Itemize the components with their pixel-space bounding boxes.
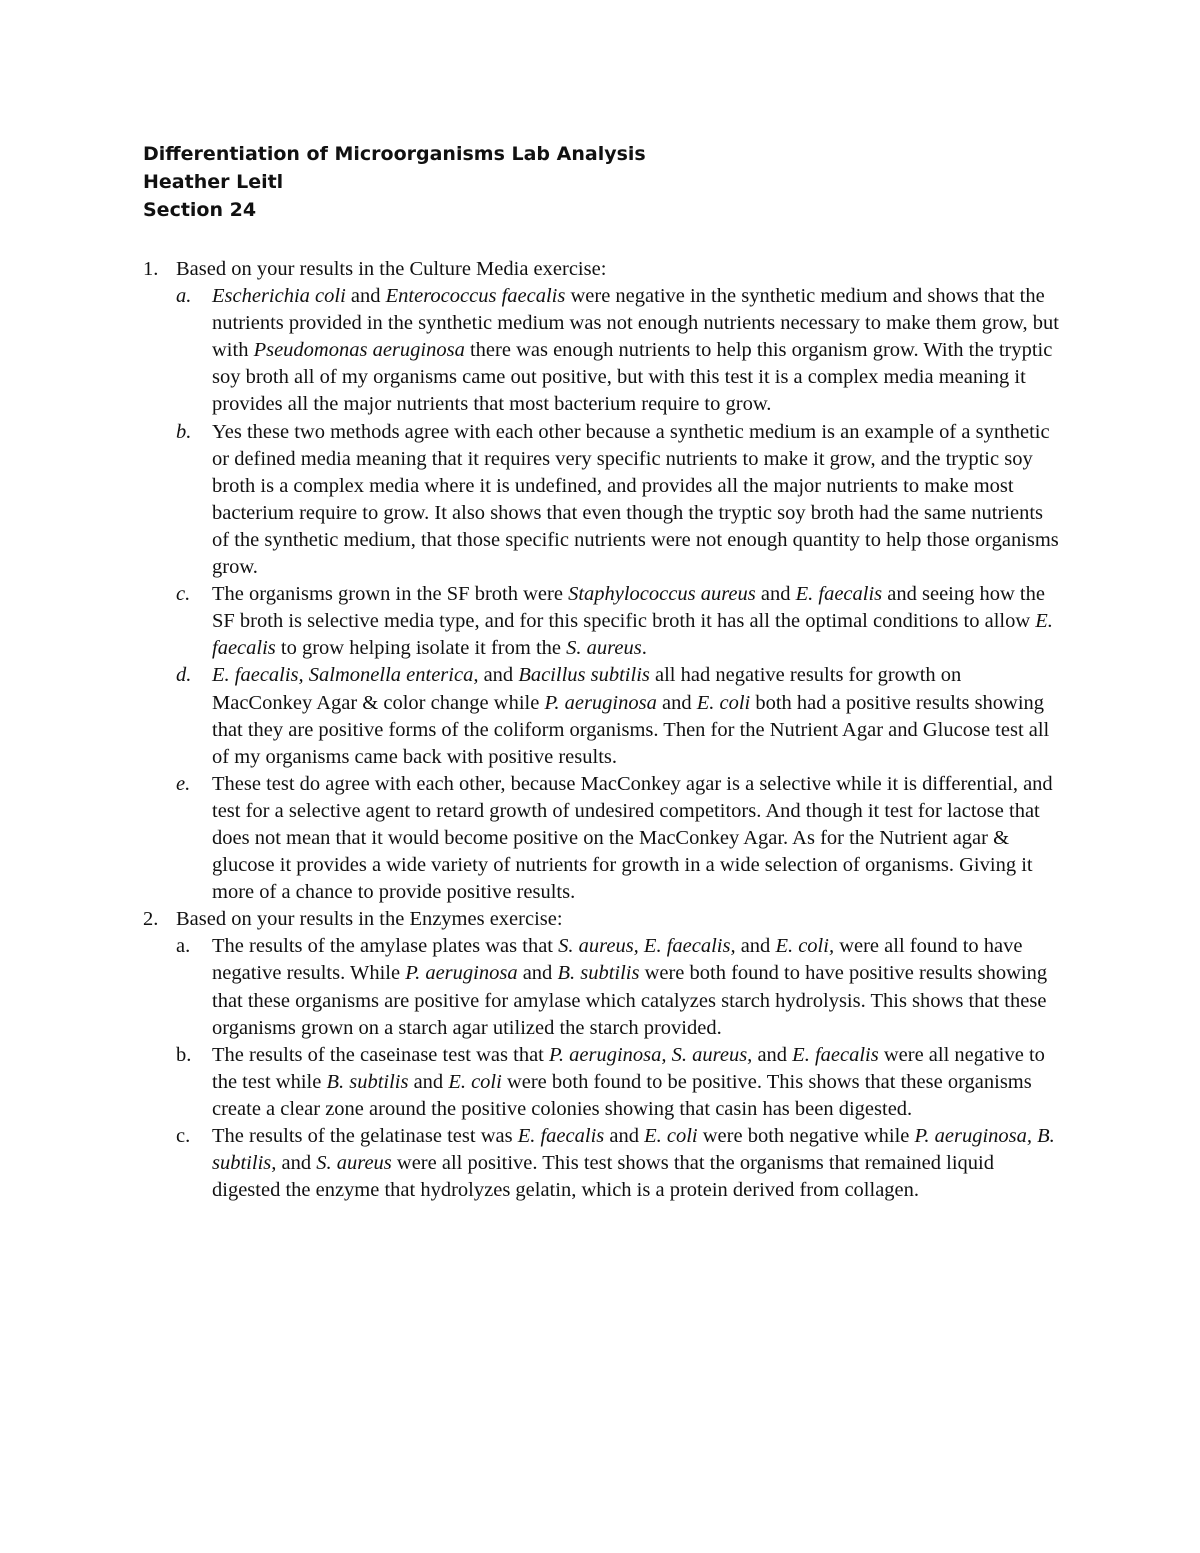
answer-label: a. — [176, 285, 192, 308]
text-run: These test do agree with each other, because MacConkey agar is a selective while it is differential, and test for a selective agent to retard growth of undesired competitors. And though it test for lactose that does not mean that it would become positive on the MacConkey Agar. As for the Nutrient agar & glucose it provides a wide variety of nutrients for growth in a wide selection of organisms. Giving it more of a chance to provide positive results. — [212, 772, 1053, 904]
answer-label: c. — [176, 583, 191, 606]
document-title: Differentiation of Microorganisms Lab Analysis — [143, 143, 646, 165]
text-run: and — [517, 962, 558, 985]
organism-name: Bacillus subtilis — [518, 664, 650, 687]
text-run: were all found to have negative results. While — [212, 935, 1023, 985]
text-run: . — [641, 637, 647, 660]
question-number: 2. — [143, 908, 159, 931]
text-run: to grow helping isolate it from the — [275, 637, 567, 660]
organism-name: S. aureus — [566, 637, 642, 660]
organism-name: E. faecalis, Salmonella enterica, — [212, 664, 479, 687]
answer-label: a. — [176, 935, 191, 958]
answer-1a — [176, 283, 1063, 418]
organism-name: P. aeruginosa, S. aureus, — [549, 1043, 753, 1066]
organism-name: B. subtilis — [326, 1070, 409, 1093]
answer-text — [212, 419, 1063, 582]
organism-name: Pseudomonas aeruginosa — [253, 339, 465, 362]
organism-name: E. faecalis — [792, 1043, 879, 1066]
organism-name: Escherichia coli — [212, 285, 346, 308]
text-run: and — [276, 1152, 317, 1175]
text-run: were both found to be positive. This shows that these organisms create a clear zone around the positive colonies showing that casin has been digested. — [212, 1070, 1032, 1120]
answer-label: e. — [176, 772, 191, 795]
text-run: and — [408, 1070, 449, 1093]
answer-2b — [176, 1042, 1063, 1123]
organism-name: Enterococcus faecalis — [385, 285, 566, 308]
organism-name: S. aureus, E. faecalis, — [558, 935, 736, 958]
answer-text — [212, 771, 1063, 906]
text-run: and — [604, 1125, 645, 1147]
text-run: and — [755, 583, 796, 606]
answer-text — [212, 283, 1063, 418]
answer-1b — [176, 419, 1063, 582]
text-run: and — [735, 935, 776, 958]
question-list — [143, 256, 1063, 1204]
author-name: Heather Leitl — [143, 171, 284, 193]
organism-name: Staphylococcus aureus — [568, 583, 756, 606]
question-prompt: Based on your results in the Enzymes exercise: — [176, 908, 563, 931]
answer-1c — [176, 581, 1063, 662]
text-run: The results of the caseinase test was that — [212, 1043, 549, 1066]
text-run: and — [752, 1043, 793, 1066]
question-prompt: Based on your results in the Culture Media exercise: — [176, 258, 607, 280]
text-run: and — [478, 664, 519, 687]
text-run: both had a positive results showing that they are positive forms of the coliform organisms. Then for the Nutrient Agar and Glucose test all of my organisms came back with positive results. — [212, 691, 1050, 768]
organism-name: E. coli — [644, 1125, 698, 1147]
text-run: were both negative while — [697, 1125, 915, 1147]
answer-1e — [176, 771, 1063, 906]
question-number: 1. — [143, 258, 159, 280]
organism-name: E. faecalis — [212, 610, 1053, 660]
answer-text — [212, 1123, 1063, 1204]
text-run: were negative in the synthetic medium and shows that the nutrients provided in the synthetic medium was not enough nutrients necessary to make them grow, but with — [212, 285, 1059, 362]
answer-2a — [176, 933, 1063, 1041]
organism-name: S. aureus — [316, 1152, 392, 1175]
section-label: Section 24 — [143, 199, 257, 221]
organism-name: E. coli — [448, 1070, 502, 1093]
answer-1d — [176, 662, 1063, 770]
answer-text — [212, 1042, 1063, 1123]
text-run: The results of the gelatinase test was — [212, 1125, 518, 1147]
answer-label: b. — [176, 420, 192, 443]
organism-name: E. coli — [696, 691, 751, 714]
document-header — [143, 140, 646, 224]
answer-label: c. — [176, 1125, 191, 1147]
answer-label: d. — [176, 664, 192, 687]
answer-text — [212, 933, 1063, 1041]
text-run: The organisms grown in the SF broth were — [212, 583, 569, 606]
question-1 — [143, 256, 1063, 906]
text-run: all had negative results for growth on MacConkey Agar & color change while — [212, 664, 962, 714]
answer-text — [212, 662, 1063, 770]
answer-2c — [176, 1123, 1063, 1204]
text-run: The results of the amylase plates was that — [212, 935, 559, 958]
text-run: and — [345, 285, 386, 308]
organism-name: P. aeruginosa, B. subtilis, — [212, 1125, 1055, 1175]
text-run: were both found to have positive results showing that these organisms are positive for amylase which catalyzes starch hydrolysis. This shows that these organisms grown on a starch agar utilized the starch provided. — [212, 962, 1048, 1039]
text-run: were all positive. This test shows that the organisms that remained liquid digested the enzyme that hydrolyzes gelatin, which is a protein derived from collagen. — [212, 1152, 994, 1202]
organism-name: P. aeruginosa — [405, 962, 518, 985]
organism-name: B. subtilis — [557, 962, 640, 985]
question-2 — [143, 906, 1063, 1204]
text-run: and — [656, 691, 697, 714]
answer-label: b. — [176, 1043, 192, 1066]
text-run: and seeing how the SF broth is selective media type, and for this specific broth it has all the optimal conditions to allow — [212, 583, 1045, 633]
text-run: there was enough nutrients to help this organism grow. With the tryptic soy broth all of my organisms came out positive, but with this test it is a complex media meaning it provides all the major nutrients that most bacterium require to grow. — [212, 339, 1053, 416]
organism-name: P. aeruginosa — [544, 691, 657, 714]
organism-name: E. coli, — [775, 935, 835, 958]
organism-name: E. faecalis — [795, 583, 883, 606]
text-run: Yes these two methods agree with each other because a synthetic medium is an example of a synthetic or defined media meaning that it requires very specific nutrients to make it grow, and the tryptic soy broth is a complex media where it is undefined, and provides all the major nutrients to make most bacterium require to grow. It also shows that even though the tryptic soy broth had the same nutrients of the synthetic medium, that those specific nutrients were not enough quantity to help those organisms grow. — [212, 420, 1059, 579]
text-run: were all negative to the test while — [212, 1043, 1045, 1093]
organism-name: E. faecalis — [517, 1125, 605, 1147]
answer-text — [212, 581, 1063, 662]
